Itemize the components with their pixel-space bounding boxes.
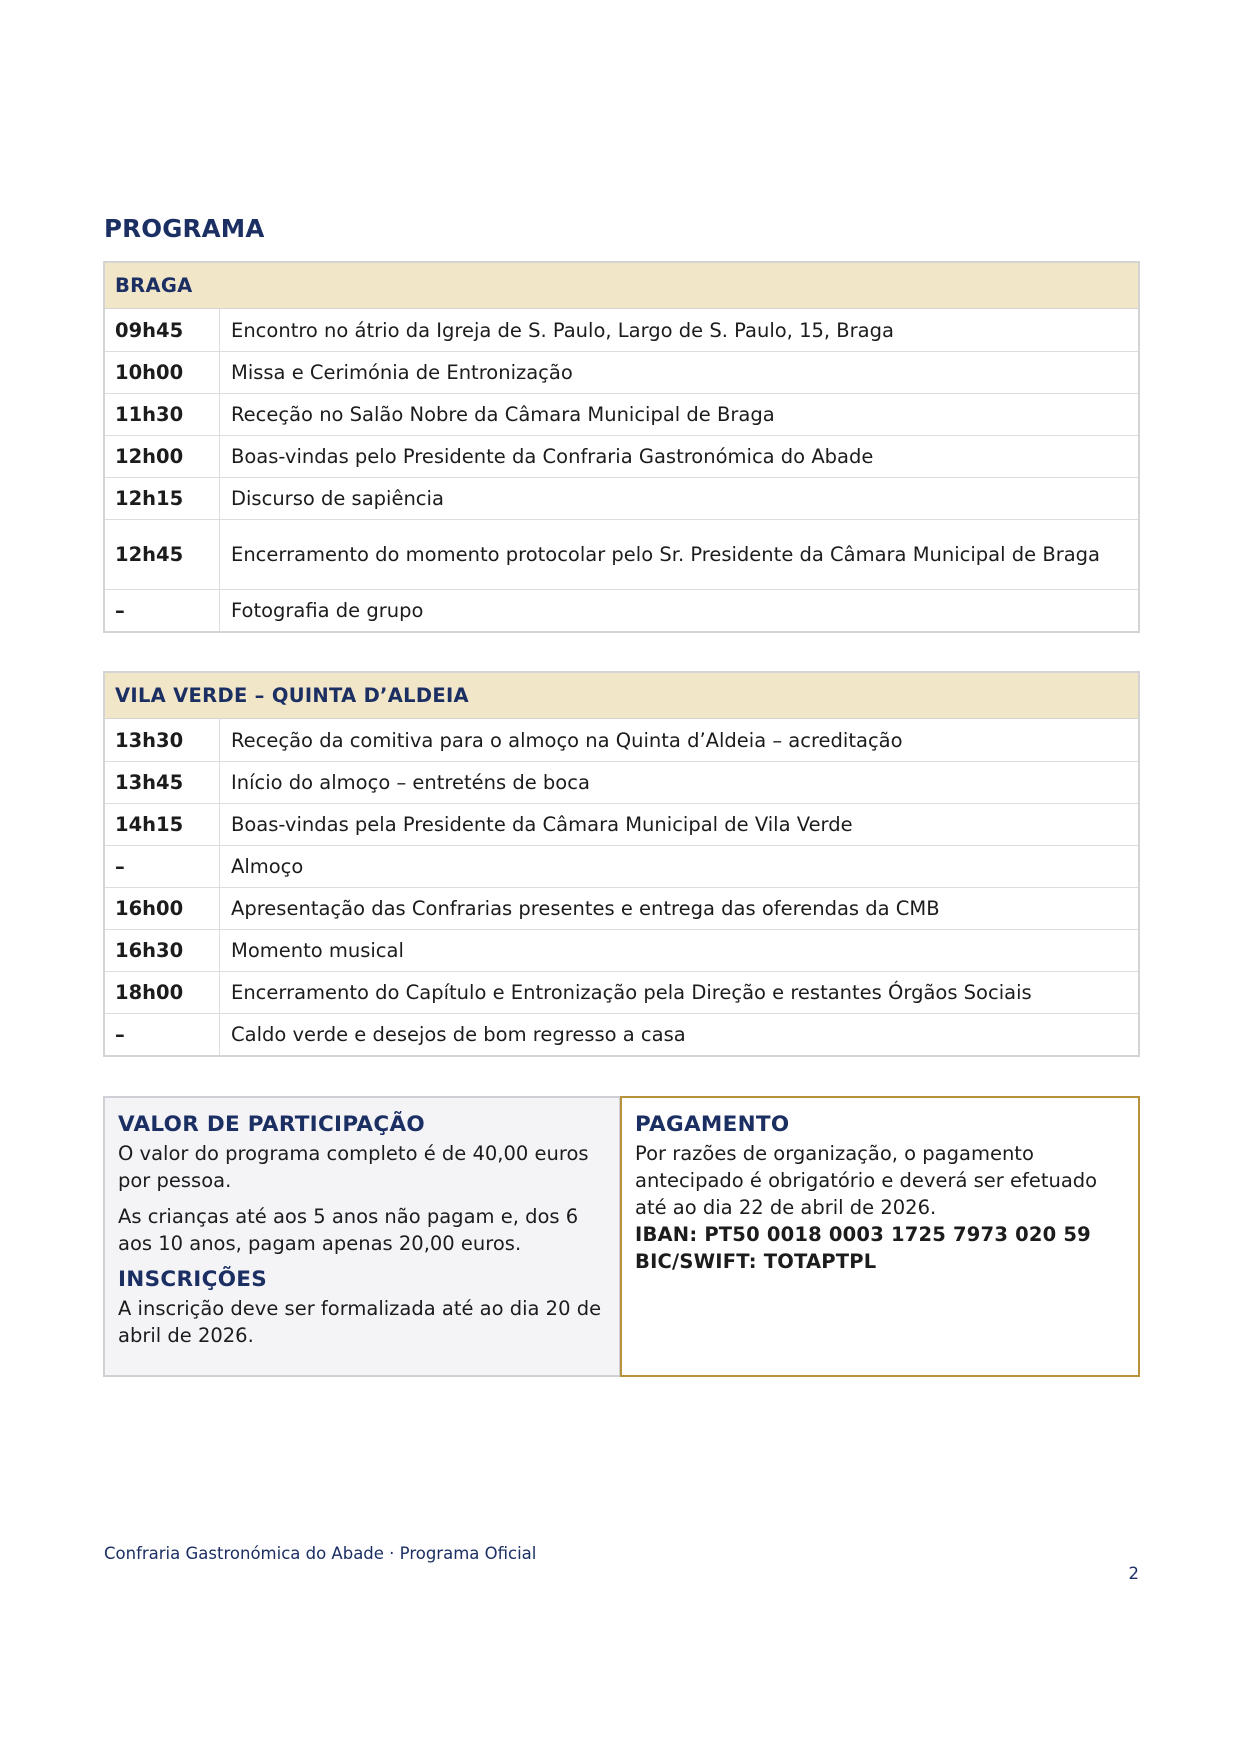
valor-heading: VALOR DE PARTICIPAÇÃO	[118, 1112, 425, 1137]
description-cell: Boas-vindas pela Presidente da Câmara Municipal de Vila Verde	[231, 813, 853, 836]
description-cell: Encerramento do momento protocolar pelo Sr. Presidente da Câmara Municipal de Braga	[231, 543, 1100, 566]
time-cell: 10h00	[105, 352, 220, 393]
description-cell: Receção no Salão Nobre da Câmara Municipal de Braga	[231, 403, 775, 426]
time-cell: 11h30	[105, 394, 220, 435]
schedule-heading: VILA VERDE – QUINTA D’ALDEIA	[105, 673, 1138, 719]
description-cell: Caldo verde e desejos de bom regresso a casa	[231, 1023, 686, 1046]
description-cell: Receção da comitiva para o almoço na Quinta d’Aldeia – acreditação	[231, 728, 903, 752]
participation-info-box	[103, 1096, 621, 1377]
time-cell: 12h45	[105, 520, 220, 589]
time-cell: 14h15	[105, 804, 220, 845]
description-cell: Encontro no átrio da Igreja de S. Paulo, Largo de S. Paulo, 15, Braga	[231, 318, 894, 342]
table-row	[105, 803, 1138, 845]
table-row	[105, 351, 1138, 393]
description-cell: Apresentação das Confrarias presentes e entrega das oferendas da CMB	[231, 897, 940, 920]
valor-children-paragraph: As crianças até aos 5 anos não pagam e, dos 6 aos 10 anos, pagam apenas 20,00 euros.	[118, 1205, 579, 1255]
time-cell: 12h15	[105, 478, 220, 519]
table-row	[105, 719, 1138, 761]
page-number: 2	[1128, 1564, 1139, 1583]
time-cell: 09h45	[105, 309, 220, 351]
description-cell: Discurso de sapiência	[231, 487, 444, 510]
inscricoes-paragraph: A inscrição deve ser formalizada até ao dia 20 de abril de 2026.	[118, 1297, 602, 1347]
table-row	[105, 435, 1138, 477]
description-cell: Encerramento do Capítulo e Entronização pela Direção e restantes Órgãos Sociais	[231, 981, 1032, 1004]
description-cell: Boas-vindas pelo Presidente da Confraria Gastronómica do Abade	[231, 445, 874, 468]
time-cell: 16h30	[105, 930, 220, 971]
footer-text: Confraria Gastronómica do Abade · Programa Oficial	[104, 1544, 537, 1563]
table-row	[105, 845, 1138, 887]
description-cell: Almoço	[231, 855, 304, 878]
table-row	[105, 393, 1138, 435]
bic-swift-text: BIC/SWIFT: TOTAPTPL	[635, 1250, 877, 1273]
time-cell: –	[105, 1014, 220, 1055]
schedule-braga	[103, 261, 1140, 633]
time-cell: 16h00	[105, 888, 220, 929]
page-title: PROGRAMA	[104, 214, 265, 243]
pagamento-heading: PAGAMENTO	[635, 1112, 790, 1137]
schedule-vila-verde	[103, 671, 1140, 1057]
payment-info-box	[620, 1096, 1140, 1377]
inscricoes-heading: INSCRIÇÕES	[118, 1267, 268, 1292]
table-row	[105, 971, 1138, 1013]
pagamento-paragraph: Por razões de organização, o pagamento antecipado é obrigatório e deverá ser efetuado até ao dia 22 de abril de 2026.	[635, 1142, 1098, 1219]
table-row	[105, 589, 1138, 631]
time-cell: 12h00	[105, 436, 220, 477]
table-row	[105, 1013, 1138, 1055]
schedule-heading: BRAGA	[105, 263, 1138, 309]
description-cell: Início do almoço – entreténs de boca	[231, 771, 590, 794]
time-cell: –	[105, 846, 220, 887]
table-row	[105, 309, 1138, 351]
description-cell: Missa e Cerimónia de Entronização	[231, 361, 573, 384]
valor-paragraph: O valor do programa completo é de 40,00 euros por pessoa.	[118, 1142, 589, 1192]
time-cell: –	[105, 590, 220, 631]
table-row	[105, 519, 1138, 589]
time-cell: 13h30	[105, 719, 220, 761]
table-row	[105, 761, 1138, 803]
table-row	[105, 929, 1138, 971]
table-row	[105, 477, 1138, 519]
table-row	[105, 887, 1138, 929]
time-cell: 13h45	[105, 762, 220, 803]
time-cell: 18h00	[105, 972, 220, 1013]
iban-text: IBAN: PT50 0018 0003 1725 7973 020 59	[635, 1223, 1091, 1246]
description-cell: Momento musical	[231, 939, 404, 962]
description-cell: Fotografia de grupo	[231, 599, 424, 622]
